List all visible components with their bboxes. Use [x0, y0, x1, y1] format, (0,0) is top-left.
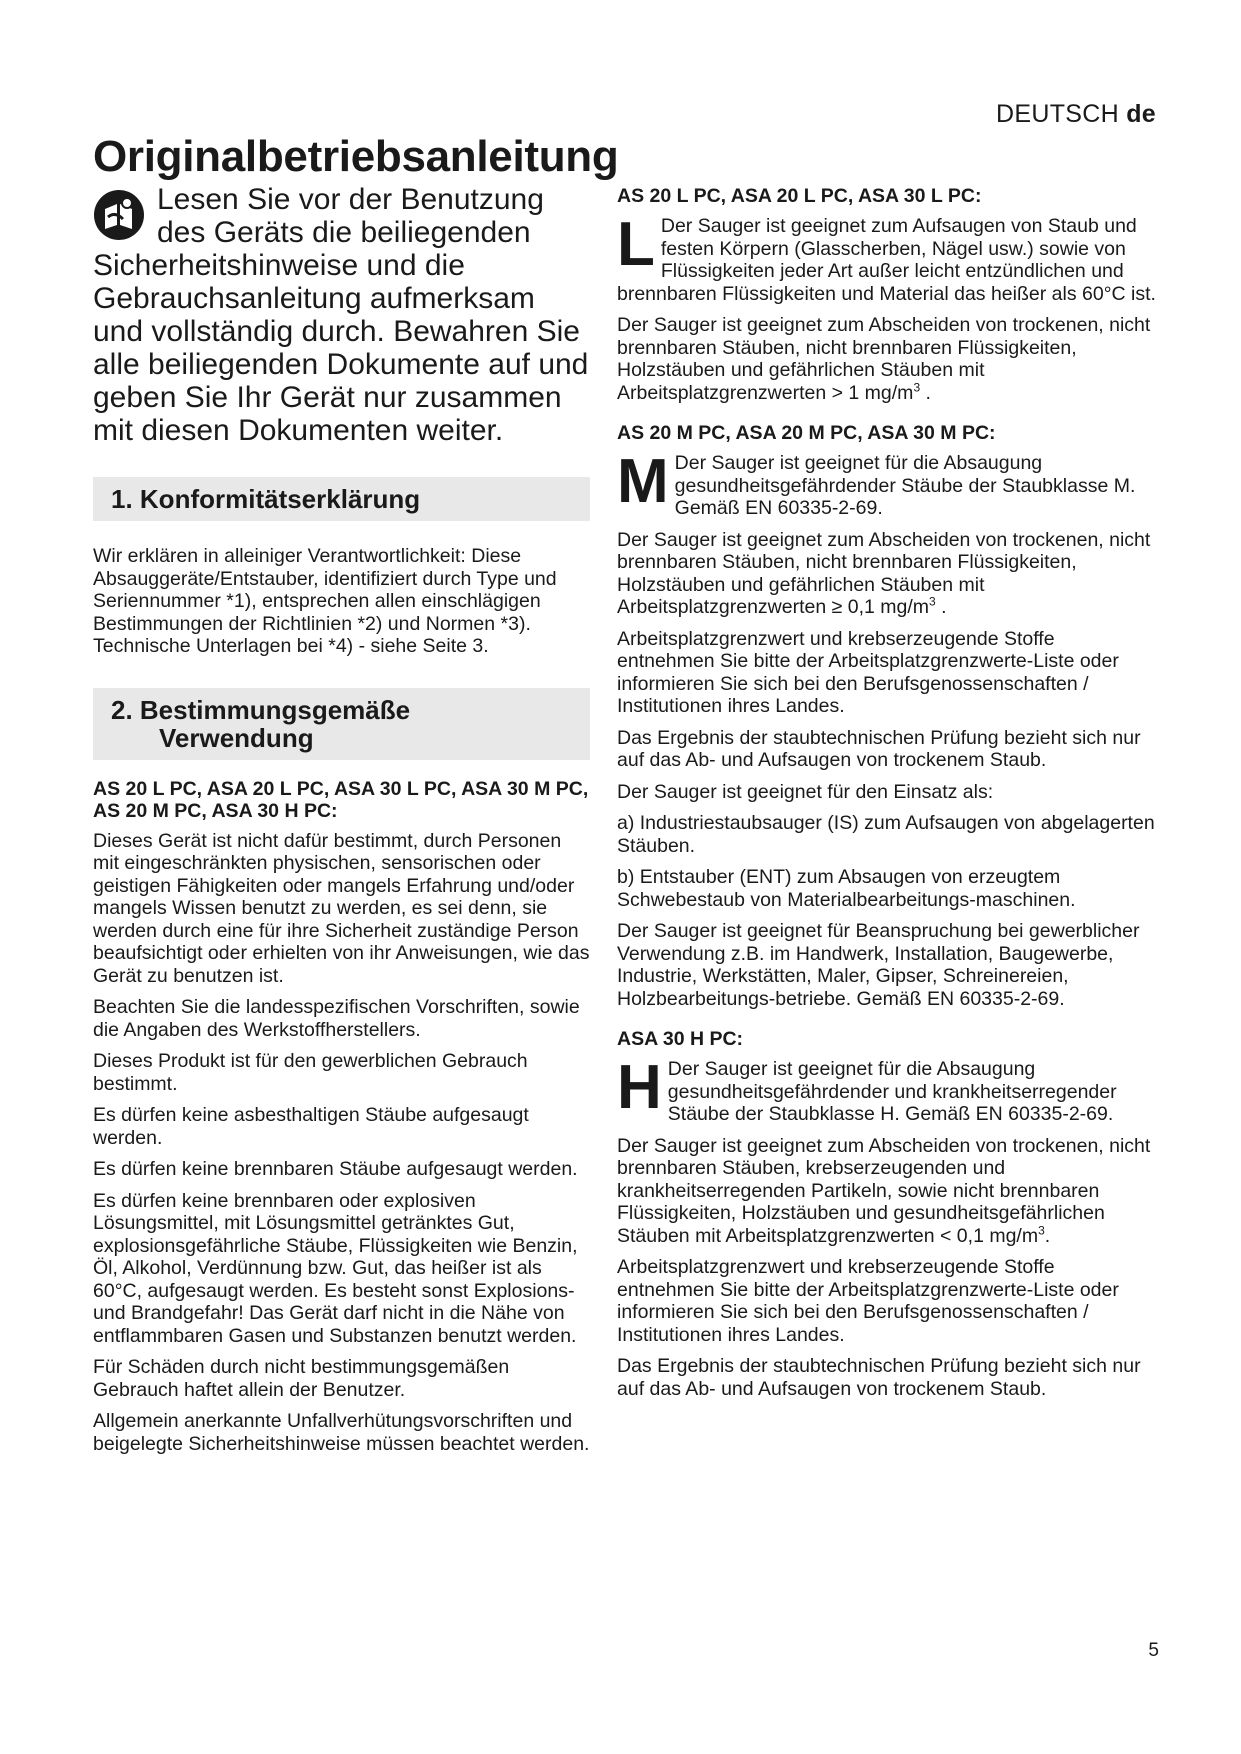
- intro-text: Lesen Sie vor der Benutzung des Geräts die beiliegenden Sicherheitshinweise und die Gebrauchsanleitung aufmerksam und vollständig durch. Bewahren Sie alle beiliegenden Dokumente auf und geben Sie Ihr Gerät nur zusammen mit diesen Dokumenten weiter.: [93, 183, 589, 447]
- read-manual-icon: [93, 189, 145, 241]
- right-column: [617, 185, 1157, 1409]
- page-number: 5: [1148, 1640, 1159, 1661]
- dust-class-h-icon: H: [617, 1053, 662, 1122]
- paragraph: a) Industriestaubsauger (IS) zum Aufsaugen von abgelagerten Stäuben.: [617, 812, 1155, 857]
- class-m-heading: AS 20 M PC, ASA 20 M PC, ASA 30 M PC:: [617, 422, 996, 444]
- class-l-heading: AS 20 L PC, ASA 20 L PC, ASA 30 L PC:: [617, 185, 982, 207]
- paragraph: Es dürfen keine brennbaren Stäube aufgesaugt werden.: [93, 1158, 578, 1180]
- paragraph: Das Ergebnis der staubtechnischen Prüfung bezieht sich nur auf das Ab- und Aufsaugen von trockenem Staub.: [617, 1355, 1141, 1400]
- language-label: DEUTSCH de: [996, 100, 1156, 128]
- intro-block: [93, 183, 590, 447]
- paragraph: Der Sauger ist geeignet zum Abscheiden von trockenen, nicht brennbaren Stäuben, nicht brennbaren Flüssigkeiten, Holzstäuben und gefährlichen Stäuben mit Arbeitsplatzgrenzwerten ≥ 0,1 $mg/m^3$ .: [617, 528, 1151, 618]
- dust-class-l-icon: L: [617, 210, 655, 279]
- class-h-heading: ASA 30 H PC:: [617, 1028, 744, 1050]
- section-heading-2: 2. Bestimmungsgemäße Verwendung: [93, 688, 590, 760]
- paragraph: Dieses Produkt ist für den gewerblichen Gebrauch bestimmt.: [93, 1050, 528, 1095]
- paragraph: Arbeitsplatzgrenzwert und krebserzeugende Stoffe entnehmen Sie bitte der Arbeitsplatzgrenzwerte-Liste oder informieren Sie sich bei den Berufsgenossenschaften / Institutionen ihres Landes.: [617, 627, 1119, 717]
- models-heading: AS 20 L PC, ASA 20 L PC, ASA 30 L PC, ASA 30 M PC, AS 20 M PC, ASA 30 H PC:: [93, 777, 589, 822]
- paragraph: Arbeitsplatzgrenzwert und krebserzeugende Stoffe entnehmen Sie bitte der Arbeitsplatzgrenzwerte-Liste oder informieren Sie sich bei den Berufsgenossenschaften / Institutionen ihres Landes.: [617, 1256, 1119, 1346]
- paragraph: Der Sauger ist geeignet für den Einsatz als:: [617, 780, 994, 803]
- paragraph: Für Schäden durch nicht bestimmungsgemäßen Gebrauch haftet allein der Benutzer.: [93, 1356, 510, 1401]
- paragraph: Es dürfen keine brennbaren oder explosiven Lösungsmittel, mit Lösungsmittel getränktes Gut, explosionsgefährliche Stäube, Flüssigkeiten wie Benzin, Öl, Alkohol, Verdünnung bzw. Gut, das heißer ist als 60°C, aufgesaugt werden. Es besteht sonst Explosions- und Brandgefahr! Das Gerät darf nicht in die Nähe von entflammbaren Gasen und Substanzen benutzt werden.: [93, 1189, 578, 1347]
- paragraph: Der Sauger ist geeignet zum Abscheiden von trockenen, nicht brennbaren Stäuben, krebserzeugenden und krankheitserregenden Partikeln, sowie nicht brennbaren Flüssigkeiten, Holzstäuben und gesundheitsgefährlichen Stäuben mit Arbeitsplatzgrenzwerten < 0,1 $mg/m^3$.: [617, 1134, 1151, 1247]
- paragraph: Der Sauger ist geeignet zum Abscheiden von trockenen, nicht brennbaren Stäuben, nicht brennbaren Flüssigkeiten, Holzstäuben und gefährlichen Stäuben mit Arbeitsplatzgrenzwerten > 1 $mg/m^3$ .: [617, 314, 1151, 404]
- section-1-text: Wir erklären in alleiniger Verantwortlichkeit: Diese Absauggeräte/Entstauber, identifiziert durch Type und Seriennummer *1), entsprechen allen einschlägigen Bestimmungen der Richtlinien *2) und Normen *3). Technische Unterlagen bei *4) - siehe Seite 3.: [93, 545, 557, 657]
- page-title: Originalbetriebsanleitung: [93, 132, 619, 181]
- paragraph: Es dürfen keine asbesthaltigen Stäube aufgesaugt werden.: [93, 1104, 529, 1149]
- paragraph: Allgemein anerkannte Unfallverhütungsvorschriften und beigelegte Sicherheitshinweise müssen beachtet werden.: [93, 1410, 590, 1455]
- left-column: [93, 183, 590, 1464]
- class-l-block: L Der Sauger ist geeignet zum Aufsaugen von Staub und festen Körpern (Glasscherben, Nägel usw.) sowie von Flüssigkeiten jeder Art außer leicht entzündlichen und brennbaren Flüssigkeiten und Material das heißer als 60°C ist.: [617, 210, 1156, 305]
- paragraph: Dieses Gerät ist nicht dafür bestimmt, durch Personen mit eingeschränkten physischen, sensorischen oder geistigen Fähigkeiten oder mangels Erfahrung und/oder mangels Wissen benutzt zu werden, es sei denn, sie werden durch eine für ihre Sicherheit zuständige Person beaufsichtigt oder erhielten von ihr Anweisungen, wie das Gerät zu benutzen ist.: [93, 829, 590, 987]
- dust-class-m-icon: M: [617, 447, 669, 516]
- paragraph: b) Entstauber (ENT) zum Absaugen von erzeugtem Schwebestaub von Materialbearbeitungs-maschinen.: [617, 866, 1076, 911]
- section-heading-1: 1. Konformitätserklärung: [93, 477, 590, 521]
- paragraph: Der Sauger ist geeignet für Beanspruchung bei gewerblicher Verwendung z.B. im Handwerk, Installation, Baugewerbe, Industrie, Werkstätten, Maler, Gipser, Schreinereien, Holzbearbeitungs-betriebe. Gemäß EN 60335-2-69.: [617, 920, 1140, 1010]
- paragraph: Das Ergebnis der staubtechnischen Prüfung bezieht sich nur auf das Ab- und Aufsaugen von trockenem Staub.: [617, 726, 1141, 771]
- paragraph: Beachten Sie die landesspezifischen Vorschriften, sowie die Angaben des Werkstoffherstellers.: [93, 996, 580, 1041]
- class-m-block: M Der Sauger ist geeignet für die Absaugung gesundheitsgefährdender Stäube der Staubklasse M. Gemäß EN 60335-2-69.: [617, 447, 1136, 519]
- class-h-block: H Der Sauger ist geeignet für die Absaugung gesundheitsgefährdender und krankheitserregender Stäube der Staubklasse H. Gemäß EN 60335-2-69.: [617, 1053, 1117, 1125]
